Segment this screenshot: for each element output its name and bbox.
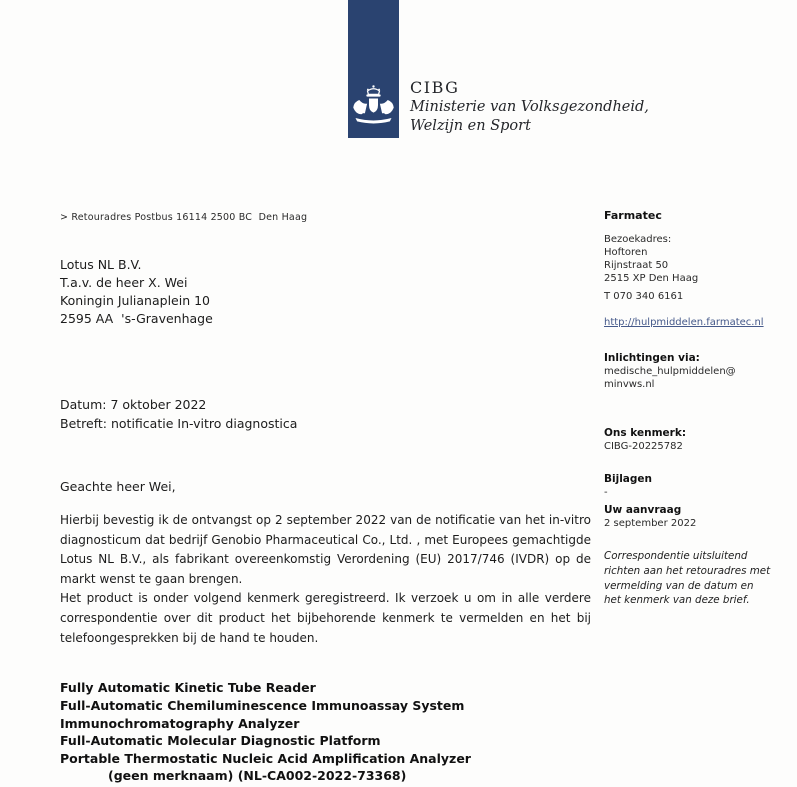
date-line: Datum: 7 oktober 2022	[60, 397, 207, 412]
product-line: Full-Automatic Molecular Diagnostic Platform	[60, 733, 381, 749]
product-registration: (geen merknaam) (NL-CA002-2022-73368)	[108, 768, 407, 783]
reference-label: Ons kenmerk:	[604, 427, 687, 439]
reference-value: CIBG-20225782	[604, 441, 683, 452]
visit-address-line: Hoftoren	[604, 247, 648, 258]
contact-info-line: medische_hulpmiddelen@	[604, 366, 736, 377]
contact-info-block	[604, 352, 736, 391]
visit-address-line: 2515 XP Den Haag	[604, 273, 699, 284]
address-line: Lotus NL B.V.	[60, 257, 142, 272]
attachments-value: -	[604, 487, 608, 498]
product-line: Immunochromatography Analyzer	[60, 715, 300, 731]
coat-of-arms-icon	[351, 80, 396, 132]
recipient-address	[60, 256, 213, 328]
sidebar-title: Farmatec	[604, 209, 662, 222]
contact-info-line: minvws.nl	[604, 379, 655, 390]
product-line: Full-Automatic Chemiluminescence Immunoassay System	[60, 697, 465, 713]
letter-body	[60, 511, 591, 648]
address-line: 2595 AA 's-Gravenhage	[60, 311, 213, 326]
phone-number: T 070 340 6161	[604, 291, 684, 302]
address-line: T.a.v. de heer X. Wei	[60, 275, 188, 290]
ministry-banner	[348, 0, 399, 138]
website-block	[604, 316, 764, 329]
website-link[interactable]: http://hulpmiddelen.farmatec.nl	[604, 317, 764, 328]
product-line: Portable Thermostatic Nucleic Acid Amplification Analyzer	[60, 751, 471, 767]
request-value: 2 september 2022	[604, 518, 697, 529]
ministry-line1: Ministerie van Volksgezondheid,	[410, 99, 649, 115]
product-list	[60, 679, 471, 768]
visit-address-line: Rijnstraat 50	[604, 260, 669, 271]
ministry-line2: Welzijn en Sport	[410, 118, 531, 134]
contact-info-label: Inlichtingen via:	[604, 352, 700, 364]
attachments-label: Bijlagen	[604, 473, 652, 485]
address-line: Koningin Julianaplein 10	[60, 293, 211, 308]
org-name: CIBG	[410, 78, 460, 97]
attachments-block	[604, 473, 652, 499]
subject-line: Betreft: notificatie In-vitro diagnostica	[60, 415, 298, 431]
ministry-name	[410, 98, 649, 136]
request-block	[604, 504, 696, 530]
body-paragraph-1: Hierbij bevestig ik de ontvangst op 2 september 2022 van de notificatie van het in-vitro diagnosticum dat bedrijf Genobio Pharmaceutical Co., Ltd. , met Europees gemachtigde Lotus NL B.V., als fabrikant overeenkomstig Verordening (EU) 2017/746 (IVDR) op de markt wenst te gaan brengen.	[60, 513, 591, 586]
letter-meta	[60, 396, 297, 433]
correspondence-note: Correspondentie uitsluitend richten aan het retouradres met vermelding van de datum en het kenmerk van deze brief.	[604, 550, 771, 607]
body-paragraph-2: Het product is onder volgend kenmerk geregistreerd. Ik verzoek u om in alle verdere correspondentie over dit product het bijbehorende kenmerk te vermelden en het bij telefoongesprekken bij de hand te houden.	[60, 591, 591, 645]
return-address: > Retouradres Postbus 16114 2500 BC Den Haag	[60, 212, 308, 223]
visit-address-label: Bezoekadres:	[604, 234, 672, 245]
product-line: Fully Automatic Kinetic Tube Reader	[60, 680, 316, 695]
visit-address-block	[604, 233, 698, 285]
salutation: Geachte heer Wei,	[60, 479, 176, 494]
reference-block	[604, 427, 686, 453]
request-label: Uw aanvraag	[604, 504, 682, 516]
